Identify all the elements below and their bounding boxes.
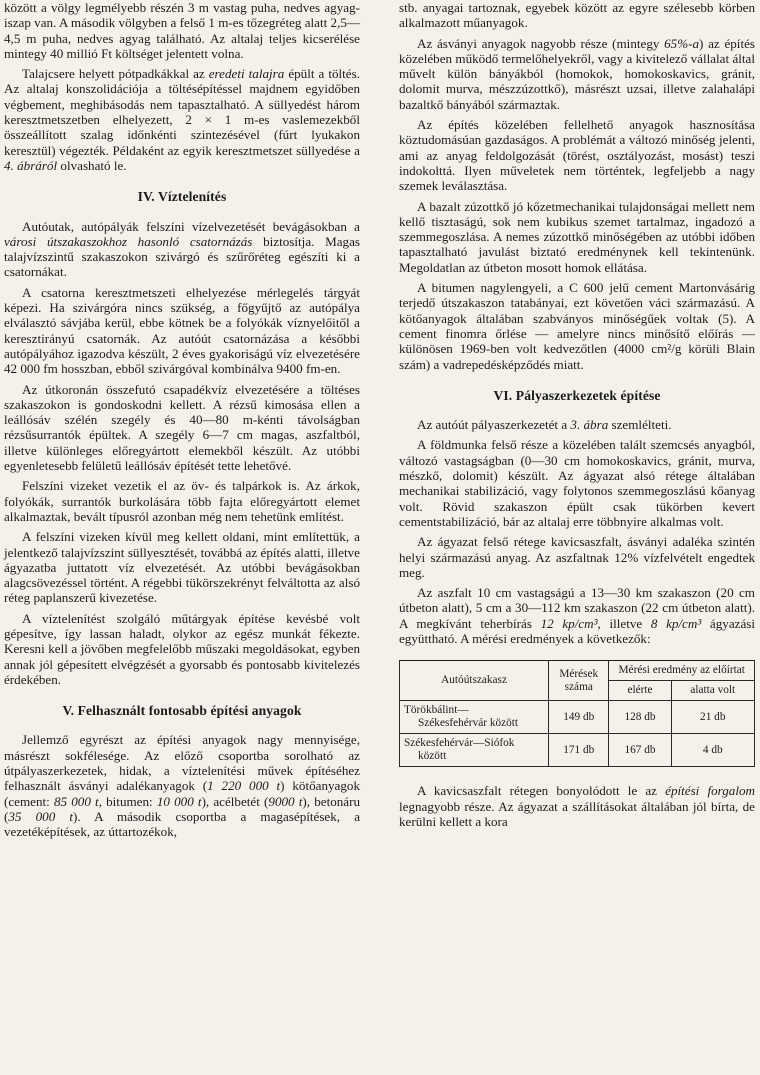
measurement-table [399,660,755,767]
table-cell-reached: 128 db [609,701,671,734]
paragraph: Az aszfalt 10 cm vastagságú a 13—30 km szakaszon (20 cm útbeton alatt), 5 cm a 30—112 km szakaszon (22 cm útbeton alatt). A megkívánt teherbírás 12 kp/cm³, illetve 8 kp/cm³ ágyazási együttható. A mérési eredmények a következők: [399,585,755,646]
paragraph: A földmunka felső része a közelében talált szemcsés anyagból, változó vastagságban (0—30 cm homokoskavics, gránit, murva, mészkő, dolomit) készült. Az ágyazat alsó rétege általában mechanikai stabilizáció, vagy folytonos szemmegoszlású kőanyag volt. Rövid szakaszon épült csak tükörben kevert cementstabilizáció, bár az altalaj erre többnyire alkalmas volt. [399,437,755,529]
table-header-below: alatta volt [671,681,754,701]
paragraph: A víztelenítést szolgáló műtárgyak építése kevésbé volt gépesítve, így lassan haladt, olykor az egész munkát fékezte. Keresni kell a jövőben megfelelőbb műszaki megoldásokat, egyben annak jól gépesített elvégzését a gyorsabb és pontosabb kivitelezés érdekében. [4,610,360,687]
paragraph: Felszíni vizeket vezetik el az öv- és talpárkok is. Az árkok, folyókák, surrantók burkolására több fajta előregyártott elemet alkalmaztak, bevált típusról azonban még nem tehetünk említést. [4,478,360,524]
paragraph: Az autóút pályaszerkezetét a 3. ábra szemlélteti. [417,417,672,433]
table-cell-section: Székesfehérvár—Siófok között [400,734,549,767]
table-cell-section: Törökbálint— Székesfehérvár között [400,701,549,734]
table-header-reached: elérte [609,681,671,701]
table-cell-count: 171 db [549,734,609,767]
section-heading: V. Felhasznált fontosabb építési anyagok [62,703,302,719]
section-heading: IV. Víztelenítés [137,189,227,205]
paragraph: A csatorna keresztmetszeti elhelyezése mérlegelés tárgyát képezi. Ha szivárgóra nincs szükség, a főgyűjtő az autópálya elválasztó sávjába kerül, ebbe kötnek be a folyókák víznyelőitől a keresztirányú csatornák. Az autóút csatornázása a későbbi autópályához igazodva készült, 2 éves gyakoriságú víz elvezetésére 42 000 fm hosszban, ebből szivárgóval kombinálva 9400 fm-en. [4,284,360,377]
paragraph: Autóutak, autópályák felszíni vízelvezetését bevágásokban a városi útszakaszokhoz hasonló csatornázás biztosítja. Magas talajvízszintű szakaszokon szivárgó és szűrőréteg egészíti ki a csatornákat. [4,218,361,280]
table-cell-reached: 167 db [609,734,671,767]
right-column [399,0,755,834]
left-column [4,0,360,845]
paragraph: Jellemző egyrészt az építési anyagok nagy mennyisége, másrészt sokfélesége. Az előző csoportba sorolható az útpályaszerkezetek, hidak, a víztelenítési művek építéséhez felhasznált ásványi adalékanyagok (1 220 000 t) kötőanyagok (cement: 85 000 t, bitumen: 10 000 t), acélbetét (9000 t), betonáru (35 000 t). A második csoportba a magasépítések, a vezetéképítések, az úttartozékok, [4,732,361,840]
table-row [400,734,755,767]
table-header-results: Mérési eredmény az előírtat [609,661,755,681]
paragraph: Az ágyazat felső rétege kavicsaszfalt, ásványi adaléka szintén helyi származású anyag. Az aszfaltnak 12% vízfelvételt engedtek meg. [399,534,755,580]
paragraph: A felszíni vizeken kívül meg kellett oldani, mint említettük, a jelentkező talajvízszint süllyesztését, továbbá az építés alatti, illetve ágyazatba juttatott víz elvezetését. Az utóbbi bevágásokban alagcsövezéssel történt. A régebbi tükörszekrényt felváltotta az alsó réteg paplanszerű kivezetése. [4,529,360,606]
section-heading: VI. Pályaszerkezetek építése [493,387,661,403]
paragraph: A bazalt zúzottkő jó kőzetmechanikai tulajdonságai mellett nem kellő tisztaságú, sok nem kubikus szemet tartalmaz, ingadozó a szemmegoszlása. A nemes zúzottkő minőségében az utóbbi időben tapasztalható javulást biztató eredménynek kell tekintenünk. Megoldatlan az útbeton mosott homok ellátása. [399,198,755,275]
table-cell-below: 4 db [671,734,754,767]
paragraph: Az ásványi anyagok nagyobb része (mintegy 65%-a) az építés közelében működő termelőhelyekről, vagy a kivitelező vállalat által művelt külön bányákból (homokok, homokoskavics, gránit, dolomit murva, mészzúzottkő), másrészt uzsai, illetve zalahalápi bazaltkő bányából származtak. [399,35,755,112]
table-cell-below: 21 db [671,701,754,734]
paragraph: között a völgy legmélyebb részén 3 m vastag puha, nedves agyag-iszap van. A második völgyben a felső 1 m-es tőzegréteg alatt 2,5—4,5 m puha, nedves agyag található. Az altalaj teljes kicserélése mintegy 40 millió Ft költséget jelentett volna. [4,0,360,61]
paragraph: Talajcsere helyett pótpadkákkal az eredeti talajra épült a töltés. Az altalaj konszolidációja a töltésépítéssel majdnem egyidőben végbement, meghibásodás nem tapasztalható. A süllyedést három keresztmetszetben elhelyezett, 2 × 1 m-es vaslemezekből összeállított szalag időnkénti szintezésével (fúrt lyukakon keresztül) végezték. Példaként az egyik keresztmetszet süllyedése a 4. ábráról olvasható le. [4,66,360,173]
paragraph: stb. anyagai tartoznak, egyebek között az egyre szélesebb körben alkalmazott műanyagok. [399,0,755,31]
paragraph: Az útkoronán összefutó csapadékvíz elvezetésére a töltéses szakaszokon is gondoskodni kellett. A rézsű kimosása ellen a leállósáv szélén szegély és 40—80 m-kénti távolságban rézsűsurrantók épültek. A szegély 6—7 cm magas, aszfaltból, illetve különleges előregyártott elemekből készült. Az utóbbi egyenletesebb felületű leállósáv építését tette lehetővé. [4,381,360,474]
table-cell-count: 149 db [549,701,609,734]
table-row [400,701,755,734]
paragraph: A kavicsaszfalt rétegen bonyolódott le az építési forgalom legnagyobb része. Az ágyazat a szállításokat általában jól bírta, de kerülni kellett a kora [399,783,755,829]
table-header-count: Mérések száma [549,661,609,701]
table-header-section: Autóútszakasz [400,661,549,701]
paragraph: Az építés közelében fellelhető anyagok hasznosítása köztudomásúan gazdaságos. A problémát a változó minőség jelenti, ami az anyag feldolgozását (törést, osztályozást, mosást) teszi indokolttá. Ilyen műveletek nem történtek, legfeljebb a nagy szemek leválasztása. [399,117,755,194]
paragraph: A bitumen nagylengyeli, a C 600 jelű cement Martonvásárig terjedő útszakaszon tatabányai, ezt követően váci származású. A kötőanyagok általában szabványos minőségűek voltak (5). A cement finomra őrlése — amelyre nincs minősítő előírás — különösen 1969-ben volt kedvezőtlen (4000 cm²/g körüli Blain szám) a vadrepedésképződés miatt. [399,280,755,372]
